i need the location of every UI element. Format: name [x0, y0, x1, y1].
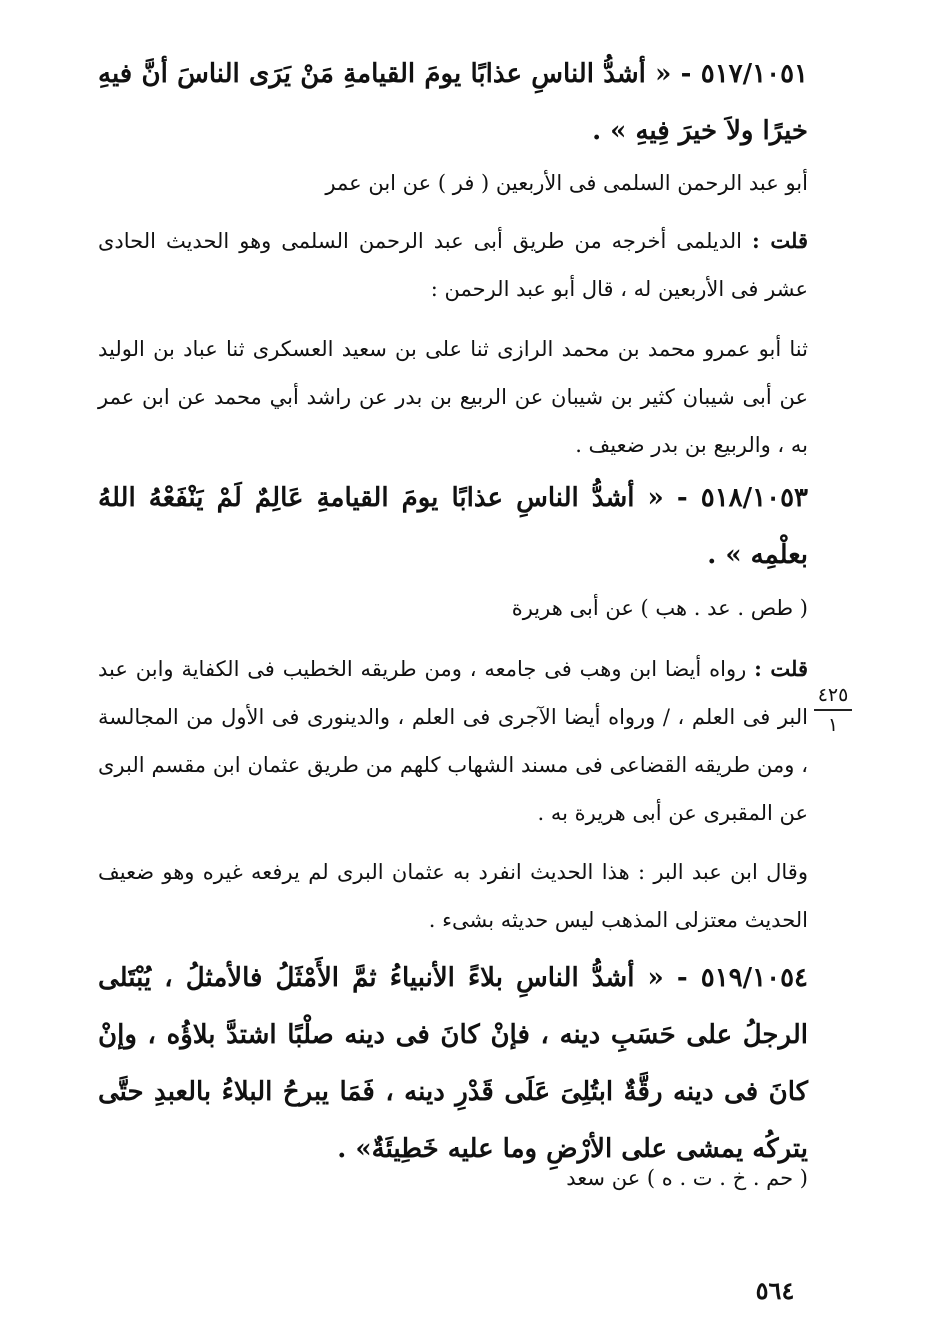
note-label: قلت :	[754, 656, 808, 681]
page-number: ٥٦٤	[755, 1276, 795, 1305]
margin-ref-side: ١	[827, 714, 839, 736]
note-text: رواه أيضا ابن وهب فى جامعه ، ومن طريقه الخطيب فى الكفاية وابن عبد البر فى العلم ، / ورواه أيضا الآجرى فى العلم ، والدينورى فى الأول من المجالسة ، ومن طريقه القضاعى فى مسند الشهاب كلهم من طريق عثمان ابن مقسم البرى عن المقبرى عن أبى هريرة به .	[98, 657, 808, 825]
margin-ref-divider	[814, 709, 852, 711]
hadith-517-note-2: ثنا أبو عمرو محمد بن محمد الرازى ثنا على بن سعيد العسكرى ثنا عباد بن الوليد عن أبى شيبان كثير بن شيبان عن الربيع بن بدر عن راشد أبي محمد عن ابن عمر به ، والربيع بن بدر ضعيف .	[98, 337, 808, 457]
hadith-518-source: ( طص . عد . هب ) عن أبى هريرة	[511, 596, 808, 620]
hadith-518-note-1	[98, 645, 808, 837]
note-label: قلت :	[752, 228, 808, 253]
manuscript-margin-reference	[810, 683, 856, 737]
hadith-517-note-1	[98, 217, 808, 313]
hadith-517-source: أبو عبد الرحمن السلمى فى الأربعين ( فر ) عن ابن عمر	[325, 171, 808, 195]
hadith-519-text: ٥١٩/١٠٥٤ - « أشدُّ الناسِ بلاءً الأنبياءُ ثمَّ الأَمْثَلُ فالأمثلُ ، يُبْتَلى الرجلُ على حَسَبِ دينه ، فإنْ كانَ فى دينه صلْبًا اشتدَّ بلاؤُه ، وإنْ كانَ فى دينه رقَّةٌ ابتُلِىَ عَلَى قَدْرِ دينه ، فَمَا يبرحُ البلاءُ بالعبدِ حتَّى يتركُه يمشى على الأرْضِ وما عليه خَطِيئَةٌ» .	[98, 963, 808, 1164]
hadith-518-note-2: وقال ابن عبد البر : هذا الحديث انفرد به عثمان البرى لم يرفعه غيره وهو ضعيف الحديث معتزلى المذهب ليس حديثه بشىء .	[98, 860, 808, 932]
note-text: الديلمى أخرجه من طريق أبى عبد الرحمن السلمى وهو الحديث الحادى عشر فى الأربعين له ، قال أبو عبد الرحمن :	[98, 229, 808, 301]
hadith-518-text: ٥١٨/١٠٥٣ - « أشدُّ الناسِ عذابًا يومَ القيامةِ عَالِمٌ لَمْ يَنْفَعْهُ اللهُ بعلْمِه » .	[98, 483, 808, 570]
hadith-517-text: ٥١٧/١٠٥١ - « أشدُّ الناسِ عذابًا يومَ القيامةِ مَنْ يَرَى الناسَ أنَّ فيهِ خيرًا ولاَ خيرَ فِيهِ » .	[98, 59, 808, 146]
margin-ref-folio: ٤٢٥	[817, 684, 849, 706]
hadith-519-source: ( حم . خ . ت . ه ) عن سعد	[566, 1166, 808, 1190]
